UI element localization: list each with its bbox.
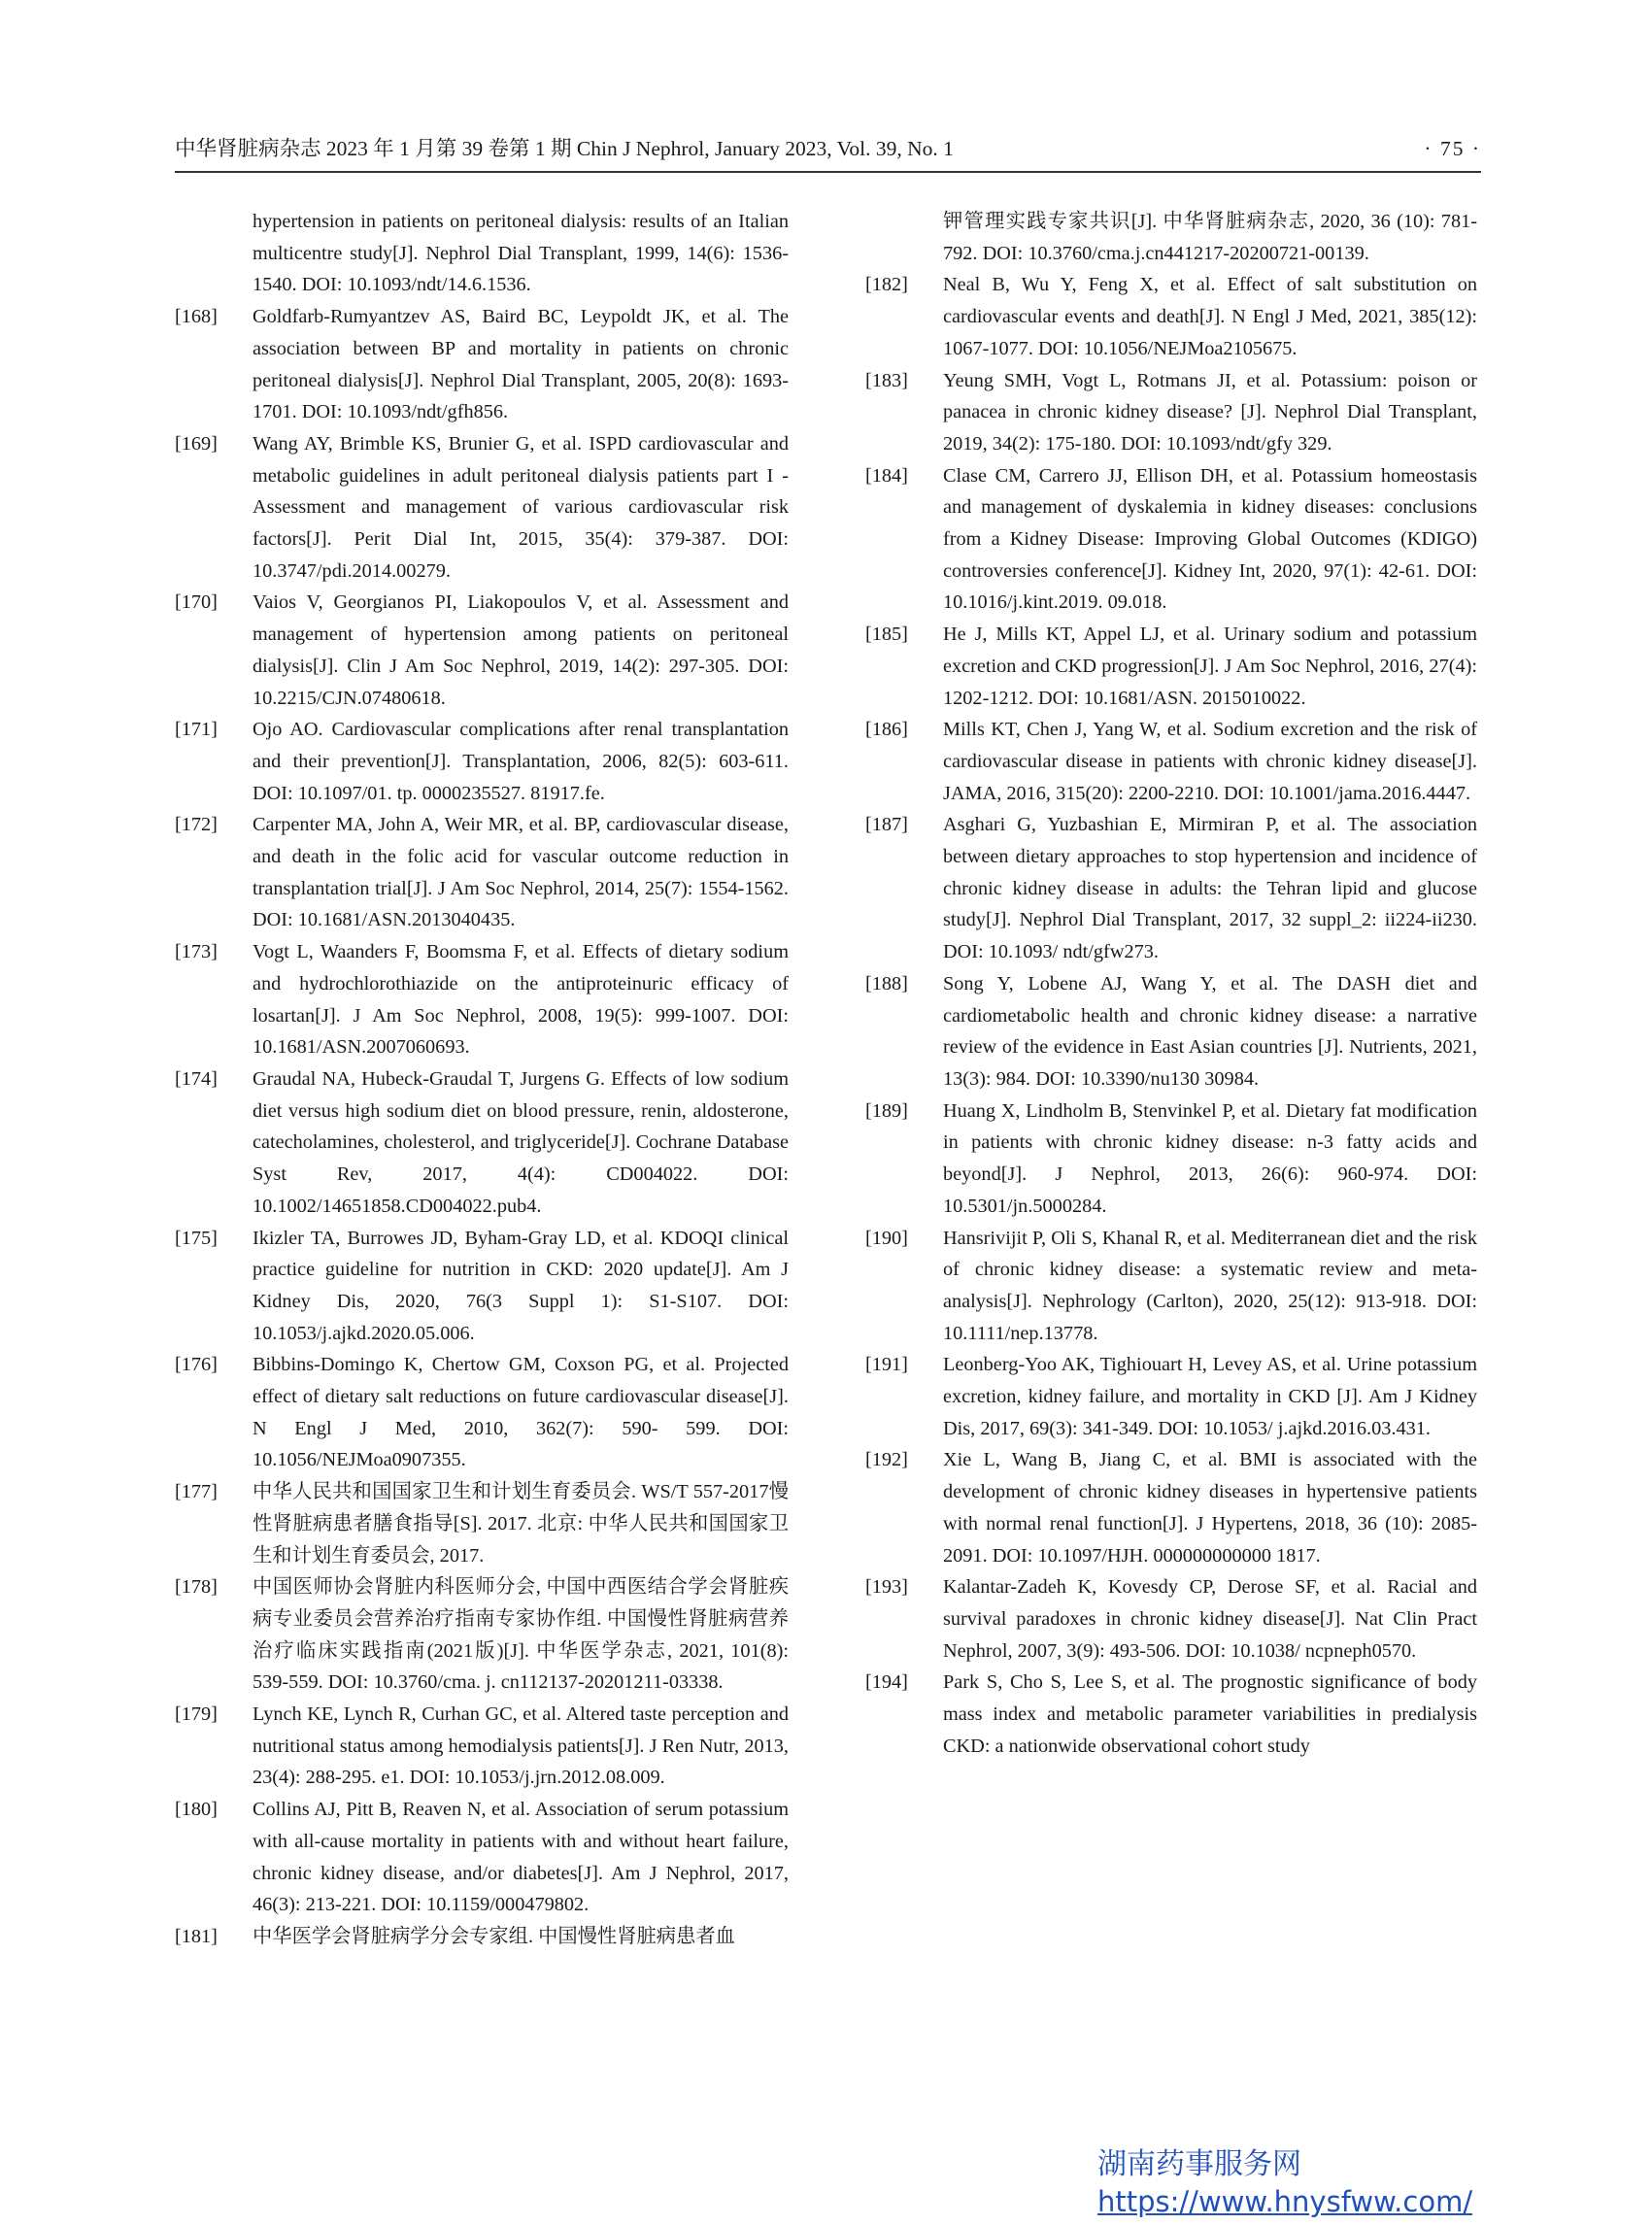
reference-number: [176] <box>175 1354 218 1376</box>
reference-text: Hansrivijit P, Oli S, Khanal R, et al. Mediterranean diet and the risk of chronic kidney disease: a systematic review and meta-analysis[J]. Nephrology (Carlton), 2020, 25(12): 913-918. DOI: 10.1111/nep.13778. <box>943 1227 1477 1344</box>
reference-entry <box>865 1096 1477 1223</box>
reference-text: Lynch KE, Lynch R, Curhan GC, et al. Altered taste perception and nutritional status among hemodialysis patients[J]. J Ren Nutr, 2013, 23(4): 288-295. e1. DOI: 10.1053/j.jrn.2012.08.009. <box>253 1703 789 1789</box>
reference-entry <box>865 269 1477 364</box>
left-reference-column <box>175 206 789 1953</box>
reference-number: [193] <box>865 1576 908 1599</box>
running-header <box>175 129 1481 168</box>
reference-entry <box>865 1667 1477 1762</box>
reference-number: [192] <box>865 1449 908 1471</box>
journal-citation: 中华肾脏病杂志 2023 年 1 月第 39 卷第 1 期 Chin J Nephrol, January 2023, Vol. 39, No. 1 <box>175 137 954 160</box>
reference-number: [185] <box>865 624 908 646</box>
reference-text: Goldfarb-Rumyantzev AS, Baird BC, Leypoldt JK, et al. The association between BP and mortality in patients on chronic peritoneal dialysis[J]. Nephrol Dial Transplant, 2005, 20(8): 1693-1701. DOI: 10.1093/ndt/gfh856. <box>253 306 789 423</box>
reference-number: [169] <box>175 432 218 455</box>
reference-number: [171] <box>175 719 218 741</box>
reference-text: Asghari G, Yuzbashian E, Mirmiran P, et al. The association between dietary approaches to stop hypertension and incidence of chronic kidney disease in adults: the Tehran lipid and glucose study[J]. Nephrol Dial Transplant, 2017, 32 suppl_2: ii224-ii230. DOI: 10.1093/ ndt/gfw273. <box>943 814 1477 963</box>
reference-text: Carpenter MA, John A, Weir MR, et al. BP, cardiovascular disease, and death in the folic acid for vascular outcome reduction in transplantation trial[J]. J Am Soc Nephrol, 2014, 25(7): 1554-1562. DOI: 10.1681/ASN.2013040435. <box>253 814 789 931</box>
reference-text: Vaios V, Georgianos PI, Liakopoulos V, et al. Assessment and management of hypertension among patients on peritoneal dialysis[J]. Clin J Am Soc Nephrol, 2019, 14(2): 297-305. DOI: 10.2215/CJN.07480618. <box>253 591 789 709</box>
reference-entry <box>865 1444 1477 1571</box>
reference-text: 中国医师协会肾脏内科医师分会, 中国中西医结合学会肾脏疾病专业委员会营养治疗指南专家协作组. 中国慢性肾脏病营养治疗临床实践指南(2021版)[J]. 中华医学杂志, 2021, 101(8): 539-559. DOI: 10.3760/cma. j. cn112137-20201211-03338. <box>253 1576 789 1694</box>
reference-text: Yeung SMH, Vogt L, Rotmans JI, et al. Potassium: poison or panacea in chronic kidney disease? [J]. Nephrol Dial Transplant, 2019, 34(2): 175-180. DOI: 10.1093/ndt/gfy 329. <box>943 369 1477 455</box>
reference-entry <box>865 460 1477 620</box>
reference-text: Graudal NA, Hubeck-Graudal T, Jurgens G. Effects of low sodium diet versus high sodium diet on blood pressure, renin, aldosterone, catecholamines, cholesterol, and triglyceride[J]. Cochrane Database Syst Rev, 2017, 4(4): CD004022. DOI: 10.1002/14651858.CD004022.pub4. <box>253 1067 789 1217</box>
reference-entry <box>865 365 1477 460</box>
reference-text: Huang X, Lindholm B, Stenvinkel P, et al. Dietary fat modification in patients with chronic kidney disease: n-3 fatty acids and beyond[J]. J Nephrol, 2013, 26(6): 960-974. DOI: 10.5301/jn.5000284. <box>943 1099 1477 1217</box>
reference-number: [168] <box>175 306 218 328</box>
reference-text: He J, Mills KT, Appel LJ, et al. Urinary sodium and potassium excretion and CKD progression[J]. J Am Soc Nephrol, 2016, 27(4): 1202-1212. DOI: 10.1681/ASN. 2015010022. <box>943 624 1477 709</box>
right-reference-column <box>865 206 1477 1762</box>
reference-text: Wang AY, Brimble KS, Brunier G, et al. ISPD cardiovascular and metabolic guidelines in adult peritoneal dialysis patients part I - Assessment and management of various cardiovascular risk factors[J]. Perit Dial Int, 2015, 35(4): 379-387. DOI: 10.3747/pdi.2014.00279. <box>253 432 789 582</box>
reference-entry <box>865 206 1477 269</box>
header-rule <box>175 171 1481 173</box>
reference-number: [170] <box>175 591 218 614</box>
reference-text: Ikizler TA, Burrowes JD, Byham-Gray LD, et al. KDOQI clinical practice guideline for nutrition in CKD: 2020 update[J]. Am J Kidney Dis, 2020, 76(3 Suppl 1): S1-S107. DOI: 10.1053/j.ajkd.2020.05.006. <box>253 1227 789 1344</box>
reference-number: [173] <box>175 941 218 963</box>
reference-entry <box>175 1921 789 1953</box>
reference-entry <box>175 301 789 428</box>
page-number: · 75 · <box>1424 137 1481 160</box>
reference-number: [189] <box>865 1099 908 1122</box>
reference-text: Mills KT, Chen J, Yang W, et al. Sodium excretion and the risk of cardiovascular disease in patients with chronic kidney disease[J]. JAMA, 2016, 315(20): 2200-2210. DOI: 10.1001/jama.2016.4447. <box>943 719 1477 804</box>
reference-entry <box>865 619 1477 714</box>
reference-number: [190] <box>865 1227 908 1249</box>
reference-number: [194] <box>865 1671 908 1694</box>
reference-entry <box>175 936 789 1063</box>
watermark-url[interactable]: https://www.hnysfww.com/ <box>1097 2185 1473 2218</box>
reference-text: Leonberg-Yoo AK, Tighiouart H, Levey AS, et al. Urine potassium excretion, kidney failure, and mortality in CKD [J]. Am J Kidney Dis, 2017, 69(3): 341-349. DOI: 10.1053/ j.ajkd.2016.03.431. <box>943 1354 1477 1439</box>
reference-entry <box>175 1349 789 1476</box>
watermark <box>1097 2146 1525 2220</box>
reference-entry <box>175 714 789 809</box>
reference-entry <box>175 809 789 936</box>
reference-text: 中华人民共和国国家卫生和计划生育委员会. WS/T 557-2017慢性肾脏病患者膳食指导[S]. 2017. 北京: 中华人民共和国国家卫生和计划生育委员会, 2017. <box>253 1481 789 1567</box>
reference-text: Collins AJ, Pitt B, Reaven N, et al. Association of serum potassium with all-cause mortality in patients with and without heart failure, chronic kidney disease, and/or diabetes[J]. Am J Nephrol, 2017, 46(3): 213-221. DOI: 10.1159/000479802. <box>253 1799 789 1916</box>
reference-entry <box>175 1794 789 1921</box>
reference-number: [181] <box>175 1925 218 1947</box>
reference-entry <box>175 1699 789 1794</box>
reference-text: Ojo AO. Cardiovascular complications after renal transplantation and their prevention[J]. Transplantation, 2006, 82(5): 603-611. DOI: 10.1097/01. tp. 0000235527. 81917.fe. <box>253 719 789 804</box>
reference-number: [172] <box>175 814 218 836</box>
reference-number: [188] <box>865 972 908 995</box>
reference-number: [191] <box>865 1354 908 1376</box>
reference-entry <box>865 1571 1477 1667</box>
reference-text: Neal B, Wu Y, Feng X, et al. Effect of salt substitution on cardiovascular events and death[J]. N Engl J Med, 2021, 385(12): 1067-1077. DOI: 10.1056/NEJMoa2105675. <box>943 274 1477 359</box>
reference-text: 中华医学会肾脏病学分会专家组. 中国慢性肾脏病患者血 <box>253 1925 735 1947</box>
reference-number: [180] <box>175 1799 218 1821</box>
reference-entry <box>175 1223 789 1350</box>
reference-number: [174] <box>175 1067 218 1090</box>
reference-number: [182] <box>865 274 908 296</box>
reference-text: Vogt L, Waanders F, Boomsma F, et al. Effects of dietary sodium and hydrochlorothiazide on the antiproteinuric efficacy of losartan[J]. J Am Soc Nephrol, 2008, 19(5): 999-1007. DOI: 10.1681/ASN.2007060693. <box>253 941 789 1059</box>
reference-text: Bibbins-Domingo K, Chertow GM, Coxson PG, et al. Projected effect of dietary salt reductions on future cardiovascular disease[J]. N Engl J Med, 2010, 362(7): 590- 599. DOI: 10.1056/NEJMoa0907355. <box>253 1354 789 1471</box>
reference-text: hypertension in patients on peritoneal dialysis: results of an Italian multicentre study[J]. Nephrol Dial Transplant, 1999, 14(6): 1536-1540. DOI: 10.1093/ndt/14.6.1536. <box>253 211 789 296</box>
reference-entry <box>175 1063 789 1223</box>
reference-number: [187] <box>865 814 908 836</box>
reference-text: Song Y, Lobene AJ, Wang Y, et al. The DASH diet and cardiometabolic health and chronic kidney disease: a narrative review of the evidence in East Asian countries [J]. Nutrients, 2021, 13(3): 984. DOI: 10.3390/nu130 30984. <box>943 972 1477 1090</box>
reference-number: [184] <box>865 464 908 487</box>
reference-text: Xie L, Wang B, Jiang C, et al. BMI is associated with the development of chronic kidney diseases in hypertensive patients with normal renal function[J]. J Hypertens, 2018, 36 (10): 2085-2091. DOI: 10.1097/HJH. 000000000000 1817. <box>943 1449 1477 1567</box>
reference-number: [175] <box>175 1227 218 1249</box>
reference-entry <box>865 1349 1477 1444</box>
watermark-site-name: 湖南药事服务网 <box>1097 2147 1301 2181</box>
reference-number: [177] <box>175 1481 218 1503</box>
reference-number: [186] <box>865 719 908 741</box>
reference-text: 钾管理实践专家共识[J]. 中华肾脏病杂志, 2020, 36 (10): 781-792. DOI: 10.3760/cma.j.cn441217-20200721-00139. <box>943 211 1477 264</box>
reference-number: [179] <box>175 1703 218 1726</box>
reference-text: Clase CM, Carrero JJ, Ellison DH, et al. Potassium homeostasis and management of dyskalemia in kidney diseases: conclusions from a Kidney Disease: Improving Global Outcomes (KDIGO) controversies conference[J]. Kidney Int, 2020, 97(1): 42-61. DOI: 10.1016/j.kint.2019. 09.018. <box>943 464 1477 614</box>
reference-entry <box>175 1571 789 1699</box>
reference-entry <box>865 1223 1477 1350</box>
reference-number: [178] <box>175 1576 218 1599</box>
reference-text: Kalantar-Zadeh K, Kovesdy CP, Derose SF, et al. Racial and survival paradoxes in chronic kidney disease[J]. Nat Clin Pract Nephrol, 2007, 3(9): 493-506. DOI: 10.1038/ ncpneph0570. <box>943 1576 1477 1662</box>
reference-entry <box>865 714 1477 809</box>
reference-entry <box>175 1476 789 1571</box>
reference-number: [183] <box>865 369 908 391</box>
reference-entry <box>865 809 1477 968</box>
reference-text: Park S, Cho S, Lee S, et al. The prognostic significance of body mass index and metabolic parameter variabilities in predialysis CKD: a nationwide observational cohort study <box>943 1671 1477 1757</box>
reference-entry <box>175 587 789 714</box>
reference-entry <box>175 206 789 301</box>
reference-entry <box>175 428 789 588</box>
reference-entry <box>865 968 1477 1096</box>
